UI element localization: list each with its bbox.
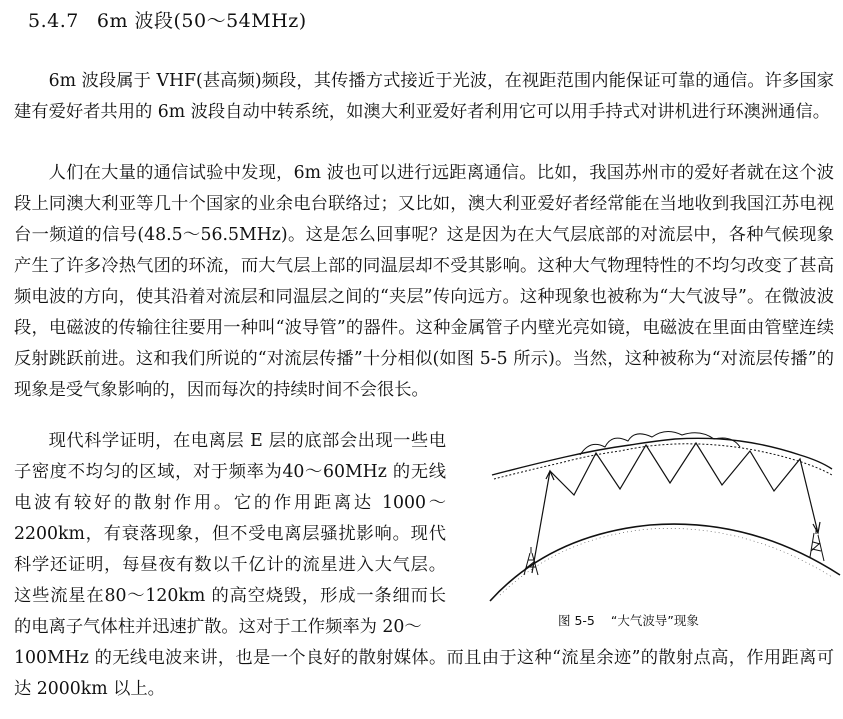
ducted-wave-path [532, 443, 818, 573]
earth-hatch [500, 528, 832, 595]
paragraph-3-line: 120km 的高空烧毁，形成一条细而长的电离子 [14, 586, 446, 637]
paragraph-3 [14, 426, 446, 643]
figure-caption-text: “大气波导”现象 [610, 613, 699, 628]
cloud-bumps [580, 431, 740, 455]
paragraph-3-line: 60MHz 的无线电波有较好的散射作用。它的作 [14, 462, 446, 513]
wave-arrow [546, 471, 554, 480]
paragraph-3-continuation: 100MHz 的无线电波来讲，也是一个良好的散射媒体。而且由于这种“流星余迹”的散射点高，作用距离可达 2000km 以上。 [14, 648, 834, 699]
paragraph-1: 6m 波段属于 VHF(甚高频)频段，其传播方式接近于光波，在视距范围内能保证可靠的通信。许多国家建有爱好者共用的 6m 波段自动中转系统，如澳大利亚爱好者利用它可以用手持式对讲机进行环澳洲通信。 [14, 71, 834, 122]
section-heading [28, 6, 307, 33]
paragraph-2: 人们在大量的通信试验中发现，6m 波也可以进行远距离通信。比如，我国苏州市的爱好者就在这个波段上同澳大利亚等几十个国家的业余电台联络过；又比如，澳大利亚爱好者经常能在当地收到我国江苏电视台一频道的信号(48.5～56.5MHz)。这是怎么回事呢？这是因为在大气层底部的对流层中，各种气候现象产生了许多冷热气团的环流，而大气层上部的同温层却不受其影响。这种大气物理特性的不均匀改变了甚高频电波的方向，使其沿着对流层和同温层之间的“夹层”传向远方。这种现象也被称为“大气波导”。在微波波段，电磁波的传输往往要用一种叫“波导管”的器件。这种金属管子内壁光亮如镜，电磁波在里面由管壁连续反射跳跃前进。这和我们所说的“对流层传播”十分相似(如图 5-5 所示)。当然，这种被称为“对流层传播”的现象是受气象影响的，因而每次的持续时间不会很长。 [14, 163, 834, 400]
figure-atmospheric-duct [470, 425, 842, 645]
paragraph-3-line: 以千亿计的流星进入大气层。这些流星在80～ [14, 555, 446, 606]
figure-number: 图 5-5 [558, 613, 595, 628]
paragraph-3-line: 现代科学证明，在电离层 E 层的底部会出 [48, 431, 376, 451]
paragraph-3-line: 电离层骚扰影响。现代科学还证明，每昼夜有数 [14, 524, 446, 575]
paragraph-3-line: 现一些电子密度不均匀的区域，对于频率为40～ [14, 431, 446, 482]
earth-surface [490, 524, 840, 601]
atmospheric-duct-diagram [470, 425, 842, 605]
receive-tower [810, 528, 824, 561]
paragraph-3-line: 气体柱并迅速扩散。这对于工作频率为 20～ [83, 617, 422, 637]
section-title: 6m 波段(50～54MHz) [96, 10, 307, 32]
figure-caption [558, 611, 699, 629]
section-number: 5.4.7 [28, 10, 79, 32]
paragraph-3-line: 用距离达 1000～2200km，有衰落现象，但不受 [14, 493, 446, 544]
